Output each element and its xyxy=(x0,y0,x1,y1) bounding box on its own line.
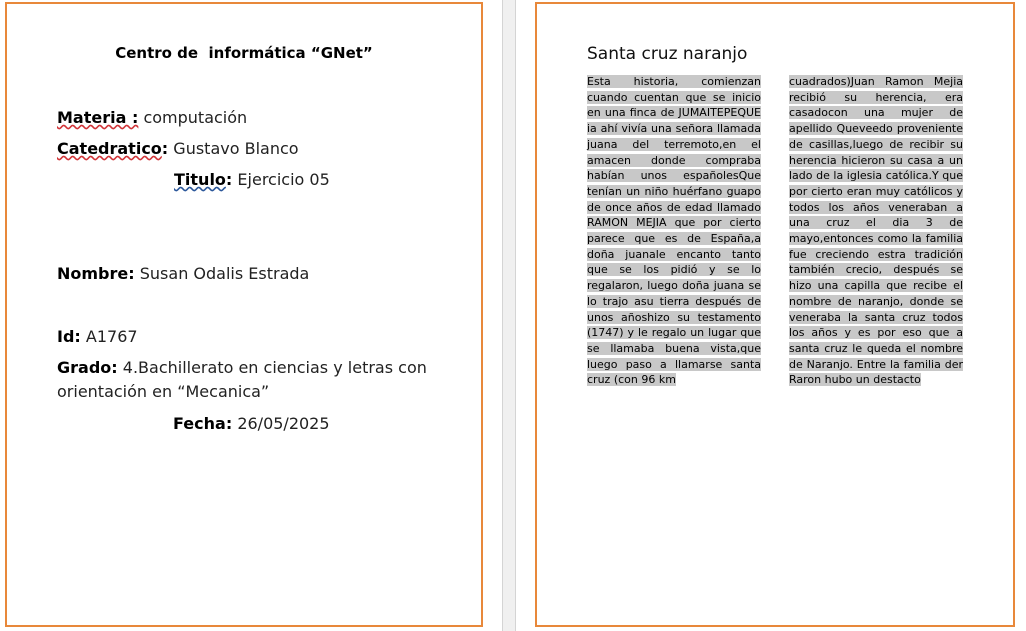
nombre-value: Susan Odalis Estrada xyxy=(139,264,310,283)
materia-field xyxy=(57,106,247,130)
grado-value-line2: orientación en “Mecanica” xyxy=(57,382,270,401)
grado-value-line1: 4.Bachillerato en ciencias y letras con xyxy=(122,358,427,377)
document-page-2[interactable] xyxy=(535,2,1015,627)
materia-value: computación xyxy=(143,108,248,127)
catedratico-value: Gustavo Blanco xyxy=(173,139,299,158)
grado-label: Grado xyxy=(57,358,112,377)
nombre-label: Nombre xyxy=(57,264,129,283)
story-title: Santa cruz naranjo xyxy=(587,44,748,64)
page-gutter xyxy=(502,0,516,631)
text-column-2[interactable] xyxy=(789,74,963,388)
catedratico-field: Catedratico: Gustavo Blanco xyxy=(57,139,299,158)
materia-label: Materia : xyxy=(57,108,139,127)
grado-field: Grado: 4.Bachillerato en ciencias y letras con orientación en “Mecanica” xyxy=(57,358,427,401)
column-1-text: Esta historia, comienzan cuando cuentan que se inicio en una finca de JUMAITEPEQUE ia ahí vivía una señora llamada juana del terremoto,en el amacen donde compraba habían unos españolesQue tenían un niño huérfano guapo de once años de edad llamado RAMON MEJIA que por cierto parece que es de España,a doña juanale encanto tanto que se los pidió y se lo regalaron, luego doña juana se lo trajo asu tierra después de unos añoshizo su testamento (1747) y le regalo un lugar que se llamaba buena vista,que luego paso a llamarse santa cruz (con 96 km xyxy=(587,75,761,387)
column-2-text: cuadrados)Juan Ramon Mejia recibió su herencia, era casadocon una mujer de apellido Queveedo proveniente de casillas,luego de recibir su herencia hicieron su casa a un lado de la iglesia católica.Y que por cierto eran muy católicos y todos los años veneraban a una cruz el dia 3 de mayo,entonces como la familia fue creciendo estra tradición también crecio, después se hizo una capilla que recibe el nombre de naranjo, donde se veneraba la santa cruz todos los años y es por eso que a santa cruz le queda el nombre de Naranjo. Entre la familia der Raron hubo un destacto xyxy=(789,75,963,387)
titulo-label: Titulo xyxy=(174,170,226,189)
fecha-label: Fecha xyxy=(173,414,226,433)
titulo-field: Titulo: Ejercicio 05 xyxy=(174,170,330,189)
page-title: Centro de informática “GNet” xyxy=(115,44,373,62)
id-value: A1767 xyxy=(85,327,138,346)
fecha-field: Fecha: 26/05/2025 xyxy=(173,414,330,433)
fecha-value: 26/05/2025 xyxy=(237,414,330,433)
id-label: Id xyxy=(57,327,75,346)
titulo-value: Ejercicio 05 xyxy=(237,170,330,189)
text-column-1[interactable] xyxy=(587,74,761,388)
document-page-1[interactable] xyxy=(5,2,483,627)
catedratico-label: Catedratico xyxy=(57,139,162,158)
nombre-field: Nombre: Susan Odalis Estrada xyxy=(57,264,310,283)
id-field: Id: A1767 xyxy=(57,327,138,346)
